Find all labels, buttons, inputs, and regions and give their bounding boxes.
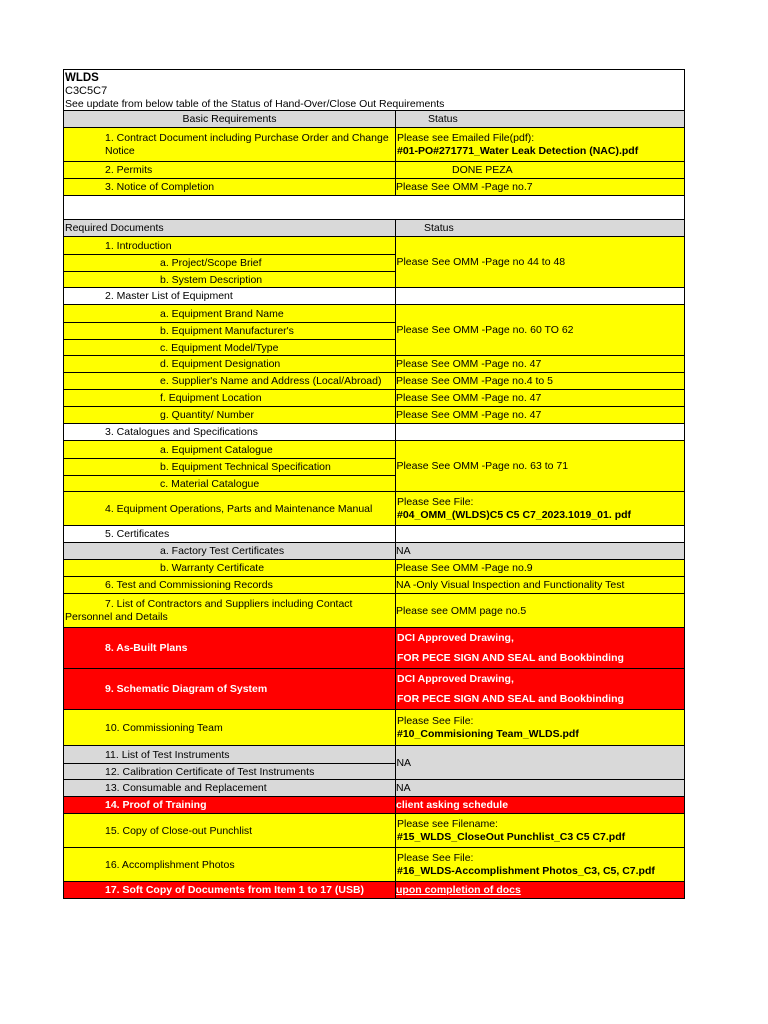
doc-status-2f: Please See OMM -Page no. 47 bbox=[396, 392, 542, 404]
doc-item-6: 6. Test and Commissioning Records bbox=[64, 577, 396, 593]
doc-item-3c: c. Material Catalogue bbox=[64, 475, 395, 491]
doc-status-10: Please See File: #10_Commisioning Team_WLDS.pdf bbox=[397, 714, 579, 740]
doc-item-17: 17. Soft Copy of Documents from Item 1 to 17 (USB) bbox=[64, 882, 396, 898]
basic-row-1 bbox=[64, 127, 684, 161]
doc-status-17: upon completion of docs bbox=[396, 884, 521, 896]
docs-row-5 bbox=[64, 525, 684, 542]
basic-status-3: Please See OMM -Page no.7 bbox=[396, 181, 533, 193]
doc-item-9: 9. Schematic Diagram of System bbox=[64, 669, 396, 709]
doc-status-14: client asking schedule bbox=[396, 799, 509, 811]
docs-col-header: Required Documents bbox=[64, 220, 396, 236]
docs-row-5a bbox=[64, 542, 684, 559]
docs-row-8 bbox=[64, 627, 684, 668]
spacer-row bbox=[64, 195, 684, 219]
doc-status-9: DCI Approved Drawing, FOR PECE SIGN AND SEAL and Bookbinding bbox=[397, 673, 624, 705]
doc-item-4: 4. Equipment Operations, Parts and Maintenance Manual bbox=[64, 492, 396, 525]
doc-status-2d: Please See OMM -Page no. 47 bbox=[396, 358, 542, 370]
doc-item-16: 16. Accomplishment Photos bbox=[64, 848, 396, 881]
docs-row-16 bbox=[64, 847, 684, 881]
docs-row-3 bbox=[64, 423, 684, 440]
doc-status-5a: NA bbox=[396, 545, 411, 557]
doc-item-1a: a. Project/Scope Brief bbox=[64, 254, 395, 271]
doc-item-2a: a. Equipment Brand Name bbox=[160, 307, 284, 320]
doc-status-1: Please See OMM -Page no 44 to 48 bbox=[396, 237, 684, 287]
docs-row-2d bbox=[64, 355, 684, 372]
docs-row-13 bbox=[64, 779, 684, 796]
docs-row-2f bbox=[64, 389, 684, 406]
docs-group-1 bbox=[64, 236, 684, 287]
basic-row-2 bbox=[64, 161, 684, 178]
docs-row-9 bbox=[64, 668, 684, 709]
doc-item-5a: a. Factory Test Certificates bbox=[64, 543, 396, 559]
basic-col-header: Basic Requirements bbox=[64, 111, 396, 127]
doc-status-5b: Please See OMM -Page no.9 bbox=[396, 562, 533, 574]
doc-item-2d: d. Equipment Designation bbox=[64, 356, 396, 372]
doc-item-5b: b. Warranty Certificate bbox=[64, 560, 396, 576]
docs-status-header: Status bbox=[424, 222, 454, 234]
doc-status-6: NA -Only Visual Inspection and Functionality Test bbox=[396, 579, 625, 591]
doc-status-8: DCI Approved Drawing, FOR PECE SIGN AND SEAL and Bookbinding bbox=[397, 632, 624, 664]
docs-row-15 bbox=[64, 813, 684, 847]
docs-row-7 bbox=[64, 593, 684, 627]
basic-item-2: 2. Permits bbox=[64, 162, 396, 178]
doc-item-3: 3. Catalogues and Specifications bbox=[64, 424, 396, 440]
basic-header-row bbox=[64, 110, 684, 127]
docs-group-2abc bbox=[64, 304, 684, 355]
doc-item-2e: e. Supplier's Name and Address (Local/Abroad) bbox=[64, 373, 396, 389]
basic-status-2: DONE PEZA bbox=[452, 164, 513, 176]
docs-header-row bbox=[64, 219, 684, 236]
basic-item-3: 3. Notice of Completion bbox=[64, 179, 396, 195]
doc-status-3: Please See OMM -Page no. 63 to 71 bbox=[396, 441, 684, 491]
doc-item-3a: a. Equipment Catalogue bbox=[160, 443, 273, 456]
doc-item-11: 11. List of Test Instruments bbox=[105, 748, 230, 761]
doc-item-5: 5. Certificates bbox=[64, 526, 396, 542]
basic-status-1: Please see Emailed File(pdf): #01-PO#271771_Water Leak Detection (NAC).pdf bbox=[397, 131, 639, 157]
doc-item-2f: f. Equipment Location bbox=[64, 390, 396, 406]
doc-item-2: 2. Master List of Equipment bbox=[64, 288, 396, 304]
doc-item-3b: b. Equipment Technical Specification bbox=[64, 458, 395, 475]
sheet-code: C3C5C7 bbox=[65, 85, 108, 97]
doc-item-12: 12. Calibration Certificate of Test Instruments bbox=[64, 763, 395, 779]
docs-row-2e bbox=[64, 372, 684, 389]
docs-row-17 bbox=[64, 881, 684, 898]
docs-row-14 bbox=[64, 796, 684, 813]
doc-item-7: 7. List of Contractors and Suppliers including Contact Personnel and Details bbox=[64, 594, 396, 627]
docs-row-2 bbox=[64, 287, 684, 304]
doc-item-1: 1. Introduction bbox=[105, 239, 172, 252]
docs-row-5b bbox=[64, 559, 684, 576]
doc-item-8: 8. As-Built Plans bbox=[64, 628, 396, 668]
basic-item-1: 1. Contract Document including Purchase Order and Change Notice bbox=[64, 128, 396, 161]
doc-item-10: 10. Commissioning Team bbox=[64, 710, 396, 745]
docs-row-6 bbox=[64, 576, 684, 593]
doc-status-2abc: Please See OMM -Page no. 60 TO 62 bbox=[396, 305, 684, 355]
doc-status-7: Please see OMM page no.5 bbox=[396, 604, 527, 617]
doc-status-4: Please See File: #04_OMM_(WLDS)C5 C5 C7_2023.1019_01. pdf bbox=[397, 495, 632, 521]
doc-status-15: Please see Filename: #15_WLDS_CloseOut Punchlist_C3 C5 C7.pdf bbox=[397, 817, 626, 843]
sheet-note: See update from below table of the Status of Hand-Over/Close Out Requirements bbox=[65, 98, 445, 110]
doc-item-2g: g. Quantity/ Number bbox=[64, 407, 396, 423]
docs-group-3 bbox=[64, 440, 684, 491]
docs-row-4 bbox=[64, 491, 684, 525]
doc-status-16: Please See File: #16_WLDS-Accomplishment Photos_C3, C5, C7.pdf bbox=[397, 851, 655, 877]
docs-row-10 bbox=[64, 709, 684, 745]
status-sheet bbox=[63, 69, 685, 899]
doc-item-15: 15. Copy of Close-out Punchlist bbox=[64, 814, 396, 847]
doc-item-1b: b. System Description bbox=[64, 271, 395, 287]
doc-item-2c: c. Equipment Model/Type bbox=[64, 339, 395, 355]
docs-group-11-12 bbox=[64, 745, 684, 779]
doc-item-14: 14. Proof of Training bbox=[64, 797, 396, 813]
basic-status-header: Status bbox=[428, 113, 458, 125]
sheet-title: WLDS bbox=[65, 72, 99, 84]
basic-row-3 bbox=[64, 178, 684, 195]
doc-status-13: NA bbox=[396, 782, 411, 794]
doc-status-2e: Please See OMM -Page no.4 to 5 bbox=[396, 375, 554, 387]
doc-item-2b: b. Equipment Manufacturer's bbox=[64, 322, 395, 339]
docs-row-2g bbox=[64, 406, 684, 423]
doc-item-13: 13. Consumable and Replacement bbox=[64, 780, 396, 796]
doc-status-2g: Please See OMM -Page no. 47 bbox=[396, 409, 542, 421]
doc-status-11-12: NA bbox=[396, 746, 684, 779]
